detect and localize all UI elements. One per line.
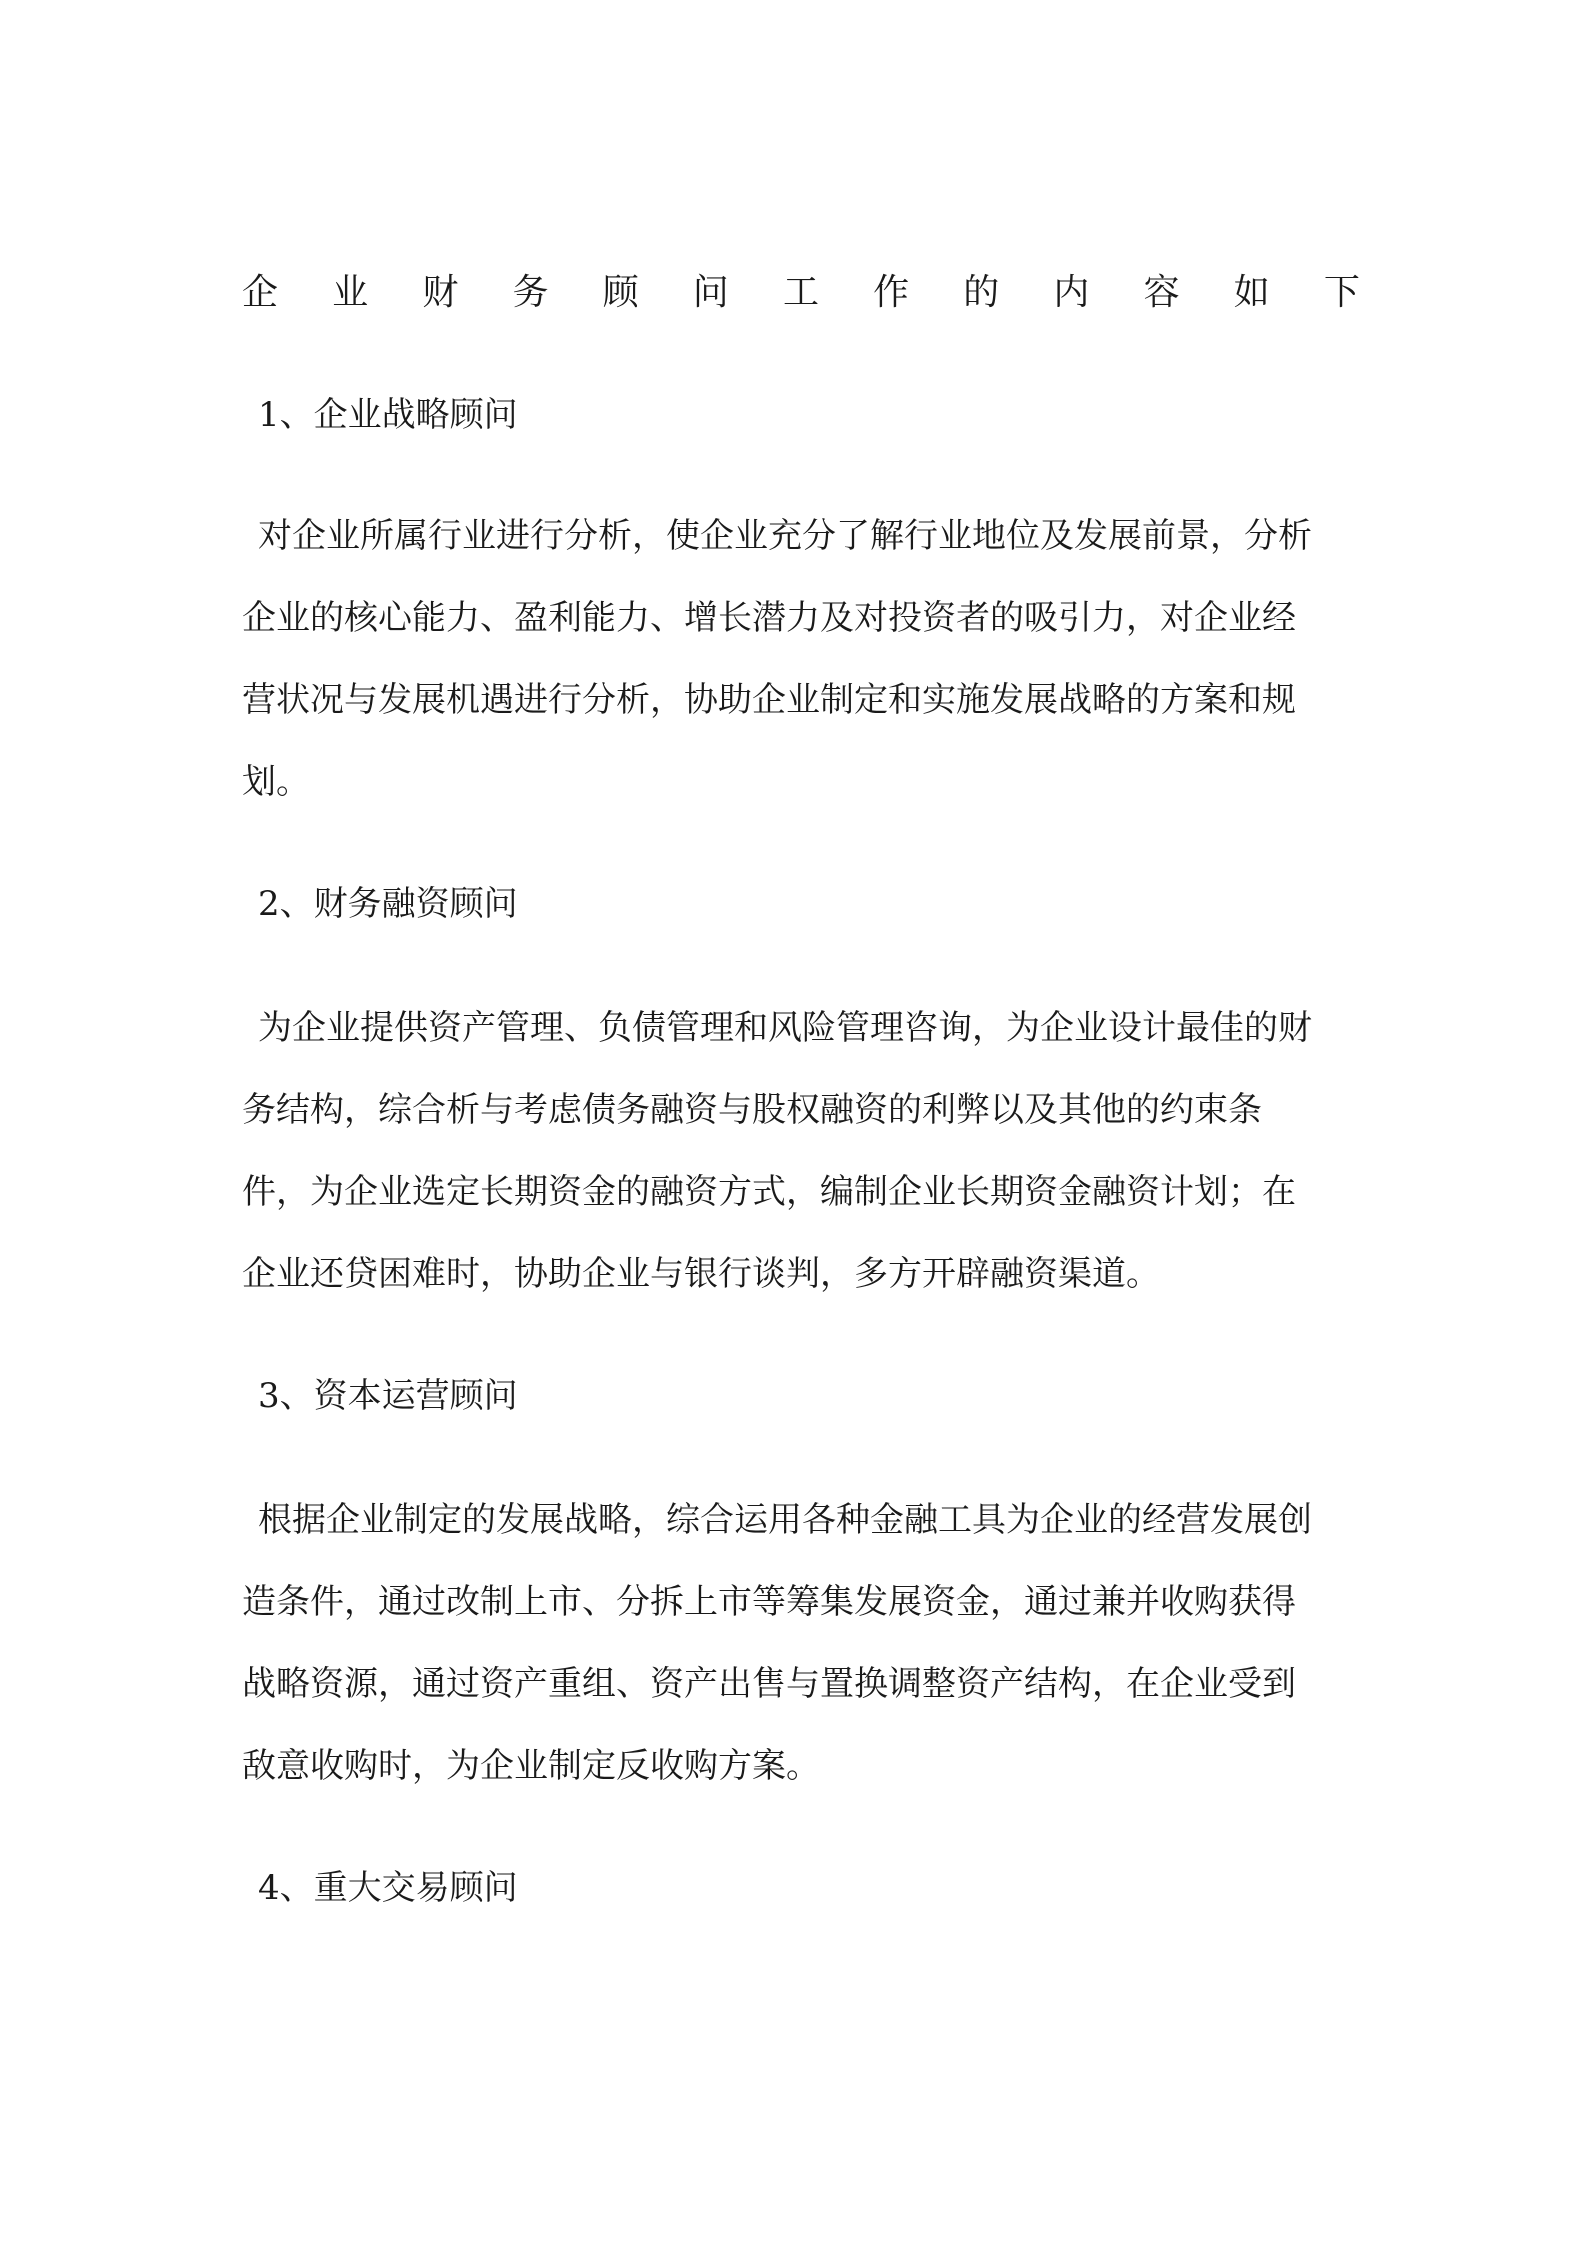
title-char: 内 [1053, 272, 1090, 313]
title-char: 如 [1233, 272, 1270, 313]
paragraph-line: 造条件，通过改制上市、分拆上市等筹集发展资金，通过兼并收购获得 [242, 1582, 1296, 1622]
title-char: 企 [242, 272, 279, 313]
paragraph-line: 件，为企业选定长期资金的融资方式，编制企业长期资金融资计划；在 [242, 1172, 1296, 1212]
paragraph-line: 根据企业制定的发展战略，综合运用各种金融工具为企业的经营发展创 [258, 1500, 1312, 1540]
paragraph-line: 为企业提供资产管理、负债管理和风险管理咨询，为企业设计最佳的财 [258, 1008, 1312, 1048]
title-char: 容 [1143, 272, 1180, 313]
section-heading-3: 3、资本运营顾问 [258, 1376, 518, 1416]
title-char: 顾 [602, 272, 639, 313]
title-char: 业 [332, 272, 369, 313]
title-char: 工 [782, 272, 819, 313]
paragraph-line: 务结构，综合析与考虑债务融资与股权融资的利弊以及其他的约束条 [242, 1090, 1262, 1130]
paragraph-line: 划。 [242, 762, 310, 802]
title-char: 作 [873, 272, 910, 313]
document-title [242, 268, 1360, 318]
paragraph-line: 战略资源，通过资产重组、资产出售与置换调整资产结构，在企业受到 [242, 1664, 1296, 1704]
title-char: 问 [692, 272, 729, 313]
title-char: 的 [963, 272, 1000, 313]
section-heading-2: 2、财务融资顾问 [258, 884, 518, 924]
title-char: 下 [1323, 272, 1360, 313]
title-char: 务 [512, 272, 549, 313]
paragraph-line: 企业还贷困难时，协助企业与银行谈判，多方开辟融资渠道。 [242, 1254, 1160, 1294]
title-char: 财 [422, 272, 459, 313]
paragraph-line: 对企业所属行业进行分析，使企业充分了解行业地位及发展前景，分析 [258, 516, 1312, 556]
paragraph-line: 营状况与发展机遇进行分析，协助企业制定和实施发展战略的方案和规 [242, 680, 1296, 720]
paragraph-line: 敌意收购时，为企业制定反收购方案。 [242, 1746, 820, 1786]
section-heading-4: 4、重大交易顾问 [258, 1868, 518, 1908]
section-heading-1: 1、企业战略顾问 [258, 395, 518, 435]
paragraph-line: 企业的核心能力、盈利能力、增长潜力及对投资者的吸引力，对企业经 [242, 598, 1296, 638]
